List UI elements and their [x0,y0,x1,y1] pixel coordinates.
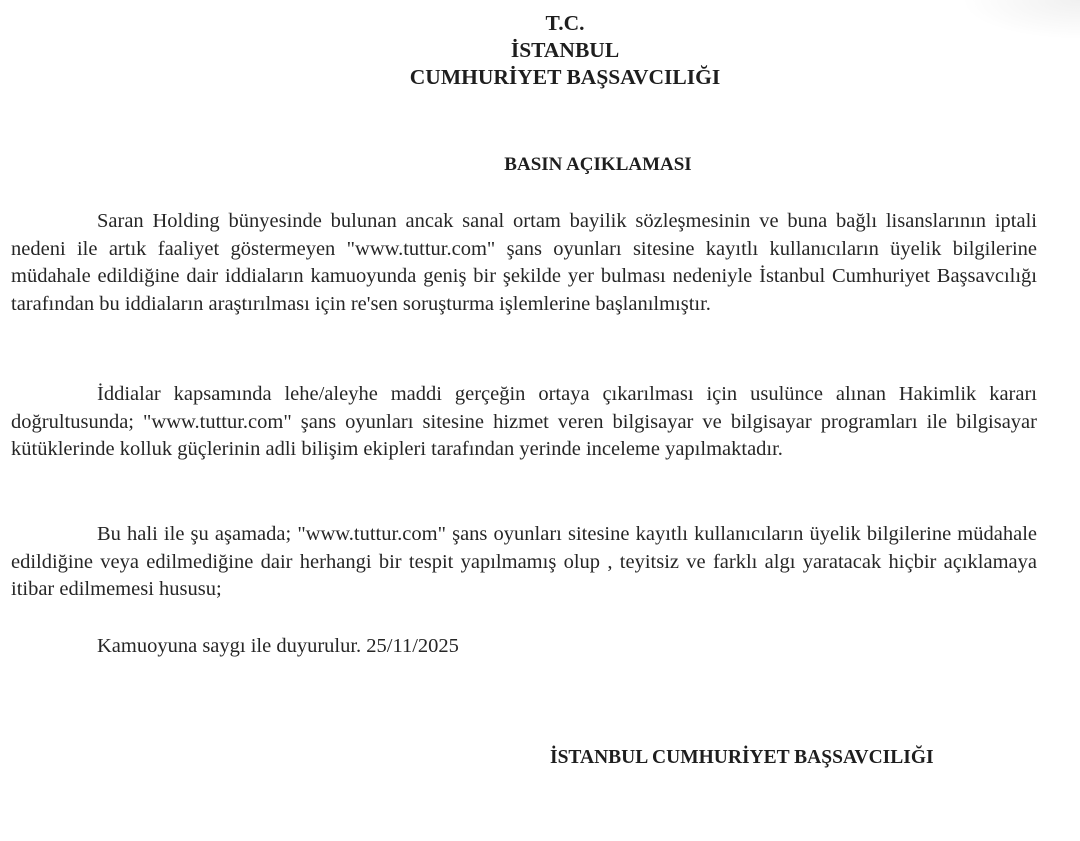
document-title: BASIN AÇIKLAMASI [504,154,692,175]
paragraph-text: Saran Holding bünyesinde bulunan ancak sanal ortam bayilik sözleşmesinin ve buna bağlı lisanslarının iptali nedeni ile artık faaliyet göstermeyen "www.tuttur.com" şans oyunları sitesine kayıtlı kullanıcıların üyelik bilgilerine müdahale edildiğine dair iddiaların kamuoyunda geniş bir şekilde yer bulması nedeniyle İstanbul Cumhuriyet Başsavcılığı tarafından bu iddiaların araştırılması için re'sen soruşturma işlemlerine başlanılmıştır. [11,210,1037,315]
header-tc: T.C. [545,11,585,35]
document-header [0,10,1080,91]
paragraph-2 [11,381,1037,464]
paragraph-3 [11,521,1037,604]
paragraph-text: Bu hali ile şu aşamada; "www.tuttur.com" şans oyunları sitesine kayıtlı kullanıcıların üyelik bilgilerine müdahale edildiğine veya edilmediğine dair herhangi bir tespit yapılmamış olup , teyitsiz ve farklı algı yaratacak hiçbir açıklamaya itibar edilmemesi hususu; [11,523,1037,600]
paragraph-text: İddialar kapsamında lehe/aleyhe maddi gerçeğin ortaya çıkarılması için usulünce alınan Hakimlik kararı doğrultusunda; "www.tuttur.com" şans oyunları sitesine hizmet veren bilgisayar ve bilgisayar programları ile bilgisayar kütüklerinde kolluk güçlerinin adli bilişim ekipleri tarafından yerinde inceleme yapılmaktadır. [11,383,1037,460]
header-city: İSTANBUL [510,38,620,62]
signature-block: İSTANBUL CUMHURİYET BAŞSAVCILIĞI [550,747,934,768]
paragraph-1 [11,208,1037,318]
closing-line: Kamuoyuna saygı ile duyurulur. 25/11/2025 [97,635,459,657]
header-institution: CUMHURİYET BAŞSAVCILIĞI [409,65,721,89]
